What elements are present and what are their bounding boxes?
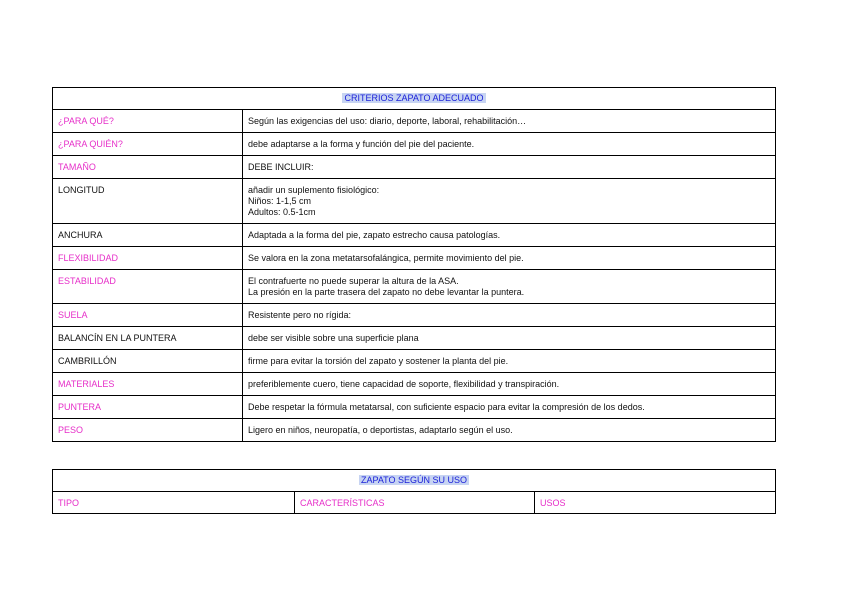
criteria-description-line: preferiblemente cuero, tiene capacidad de soporte, flexibilidad y transpiración. (248, 379, 560, 389)
criteria-label: ESTABILIDAD (53, 270, 243, 304)
column-header-usos: USOS (535, 492, 776, 514)
criteria-description-line: La presión en la parte trasera del zapato no debe levantar la puntera. (248, 287, 525, 297)
column-header-caracteristicas: CARACTERÍSTICAS (295, 492, 535, 514)
criteria-row (53, 179, 776, 224)
criteria-row (53, 304, 776, 327)
criteria-row (53, 373, 776, 396)
criteria-row (53, 419, 776, 442)
criteria-table (52, 87, 776, 442)
criteria-table-body (53, 88, 776, 442)
criteria-row (53, 350, 776, 373)
criteria-row (53, 110, 776, 133)
criteria-description-line: debe adaptarse a la forma y función del pie del paciente. (248, 139, 475, 149)
criteria-label: ANCHURA (53, 224, 243, 247)
criteria-label: FLEXIBILIDAD (53, 247, 243, 270)
criteria-description-line: Debe respetar la fórmula metatarsal, con suficiente espacio para evitar la compresión de los dedos. (248, 402, 645, 412)
usage-table-title-cell (53, 470, 776, 492)
usage-table-title: ZAPATO SEGÚN SU USO (360, 475, 468, 485)
criteria-description (243, 373, 776, 396)
criteria-description-line: añadir un suplemento fisiológico: (248, 185, 380, 195)
criteria-row (53, 247, 776, 270)
criteria-row (53, 270, 776, 304)
criteria-description-line: Ligero en niños, neuropatía, o deportistas, adaptarlo según el uso. (248, 425, 513, 435)
criteria-description (243, 270, 776, 304)
criteria-table-header-row (53, 88, 776, 110)
criteria-description-line: Resistente pero no rígida: (248, 310, 352, 320)
column-header-tipo: TIPO (53, 492, 295, 514)
criteria-description (243, 110, 776, 133)
criteria-description-line: Adultos: 0.5-1cm (248, 207, 316, 217)
criteria-description-line: firme para evitar la torsión del zapato y sostener la planta del pie. (248, 356, 509, 366)
criteria-label: LONGITUD (53, 179, 243, 224)
criteria-label: PESO (53, 419, 243, 442)
criteria-description (243, 133, 776, 156)
criteria-description (243, 419, 776, 442)
criteria-label: ¿PARA QUIÉN? (53, 133, 243, 156)
usage-table-columns-row (53, 492, 776, 514)
criteria-description (243, 304, 776, 327)
criteria-description (243, 156, 776, 179)
criteria-description (243, 247, 776, 270)
criteria-description (243, 396, 776, 419)
criteria-label: BALANCÍN EN LA PUNTERA (53, 327, 243, 350)
criteria-description-line: Adaptada a la forma del pie, zapato estrecho causa patologías. (248, 230, 501, 240)
criteria-label: ¿PARA QUÉ? (53, 110, 243, 133)
criteria-description (243, 327, 776, 350)
criteria-table-title-cell (53, 88, 776, 110)
criteria-label: PUNTERA (53, 396, 243, 419)
criteria-description-line: Según las exigencias del uso: diario, deporte, laboral, rehabilitación… (248, 116, 527, 126)
criteria-label: SUELA (53, 304, 243, 327)
criteria-description (243, 179, 776, 224)
criteria-description-line: El contrafuerte no puede superar la altura de la ASA. (248, 276, 459, 286)
criteria-row (53, 396, 776, 419)
criteria-label: TAMAÑO (53, 156, 243, 179)
criteria-description-line: Niños: 1-1,5 cm (248, 196, 312, 206)
criteria-row (53, 224, 776, 247)
criteria-label: MATERIALES (53, 373, 243, 396)
criteria-row (53, 156, 776, 179)
criteria-description (243, 350, 776, 373)
criteria-label: CAMBRILLÓN (53, 350, 243, 373)
criteria-description (243, 224, 776, 247)
criteria-description-line: debe ser visible sobre una superficie plana (248, 333, 419, 343)
criteria-table-title: CRITERIOS ZAPATO ADECUADO (344, 93, 484, 103)
criteria-description-line: DEBE INCLUIR: (248, 162, 314, 172)
criteria-row (53, 327, 776, 350)
criteria-description-line: Se valora en la zona metatarsofalángica, permite movimiento del pie. (248, 253, 524, 263)
usage-table (52, 469, 776, 514)
usage-table-header-row (53, 470, 776, 492)
criteria-row (53, 133, 776, 156)
